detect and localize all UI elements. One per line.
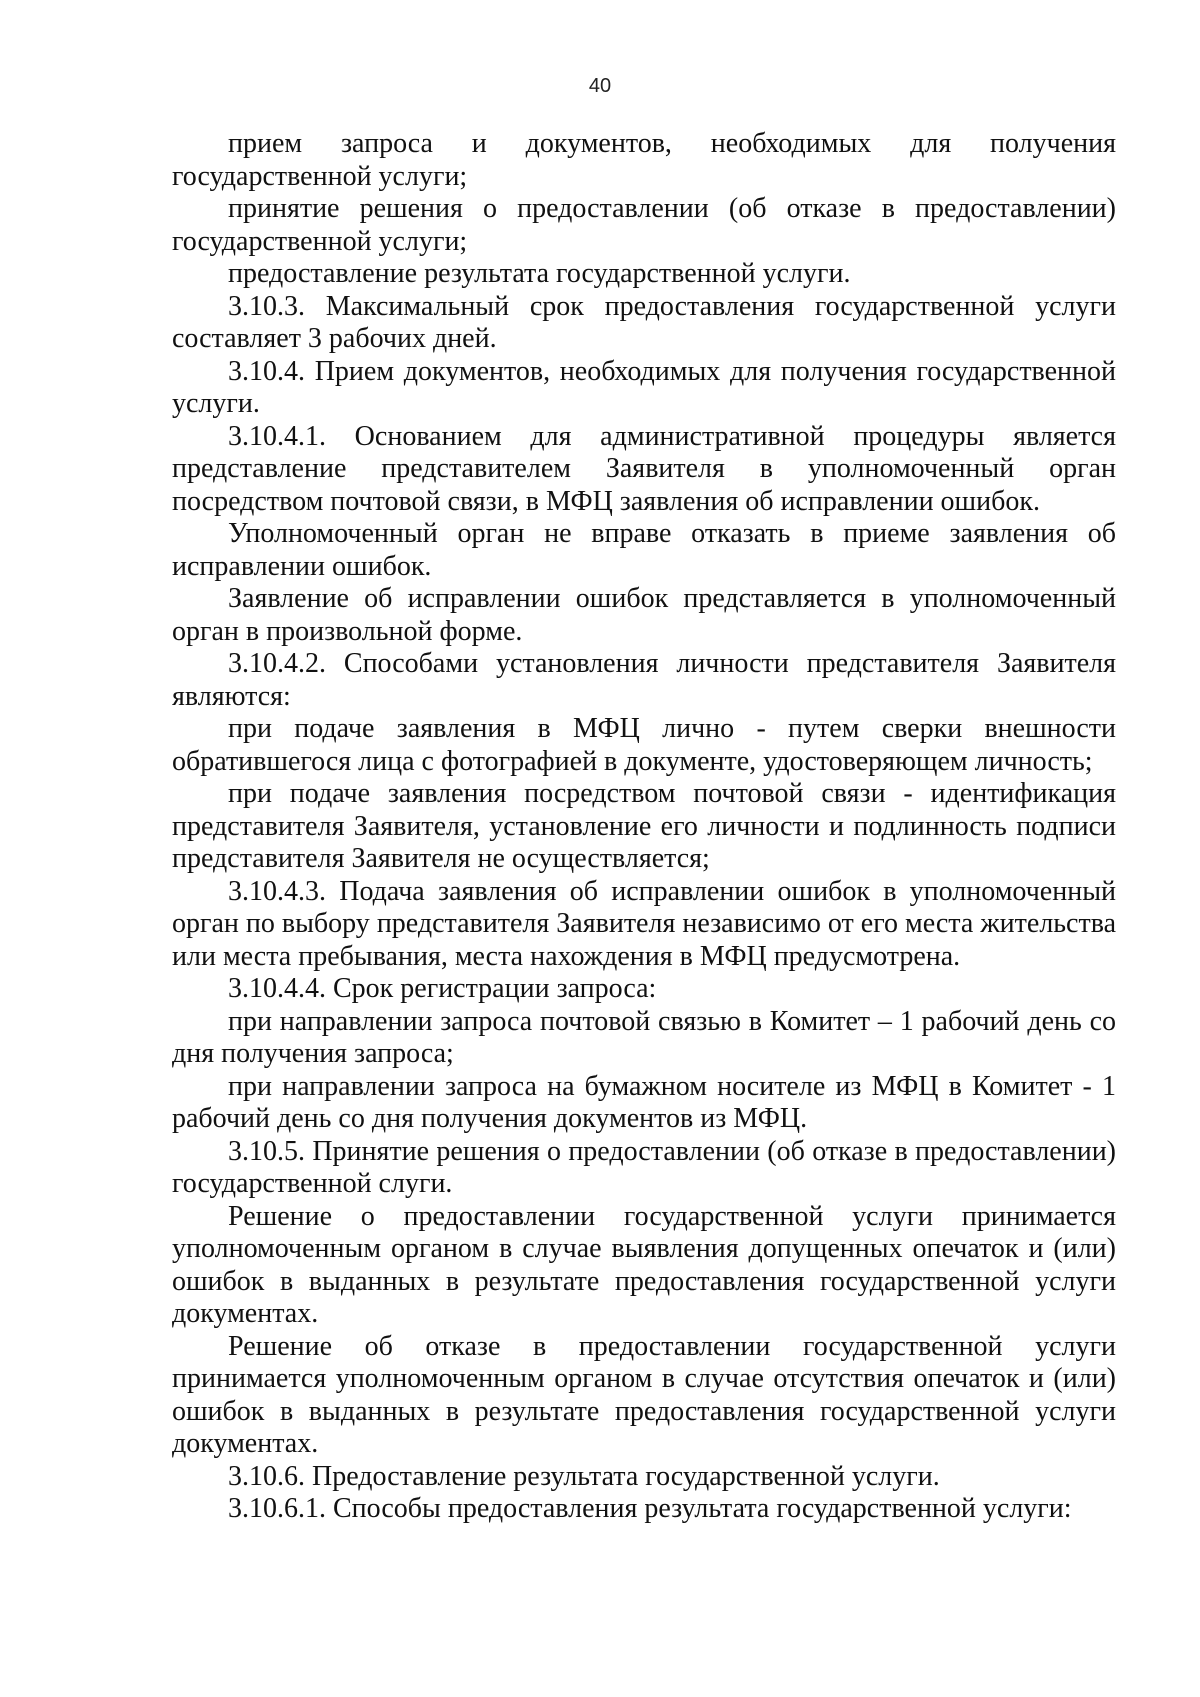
page-number: 40 <box>588 75 612 97</box>
paragraph: 3.10.6. Предоставление результата государственной услуги. <box>228 1460 940 1492</box>
paragraph: Уполномоченный орган не вправе отказать в приеме заявления об исправлении ошибок. <box>172 518 1116 582</box>
document-body <box>172 128 1116 1526</box>
paragraph: при подаче заявления посредством почтовой связи - идентификация представителя Заявителя, установление его личности и подлинность подписи представителя Заявителя не осуществляется; <box>172 778 1116 874</box>
paragraph: прием запроса и документов, необходимых для получения государственной услуги; <box>172 128 1116 192</box>
paragraph: 3.10.3. Максимальный срок предоставления государственной услуги составляет 3 рабочих дней. <box>172 290 1116 354</box>
paragraph: принятие решения о предоставлении (об отказе в предоставлении) государственной услуги; <box>172 193 1116 257</box>
paragraph: при подаче заявления в МФЦ лично - путем сверки внешности обратившегося лица с фотографией в документе, удостоверяющем личность; <box>172 713 1116 777</box>
paragraph: 3.10.6.1. Способы предоставления результата государственной услуги: <box>228 1493 1072 1524</box>
paragraph: при направлении запроса почтовой связью в Комитет – 1 рабочий день со дня получения запроса; <box>172 1005 1116 1069</box>
paragraph: предоставление результата государственной услуги. <box>228 258 851 289</box>
paragraph: 3.10.5. Принятие решения о предоставлении (об отказе в предоставлении) государственной слуги. <box>172 1135 1116 1199</box>
paragraph: 3.10.4.2. Способами установления личности представителя Заявителя являются: <box>172 648 1116 712</box>
paragraph: 3.10.4.1. Основанием для административной процедуры является представление представителем Заявителя в уполномоченный орган посредством почтовой связи, в МФЦ заявления об исправлении ошибок. <box>172 420 1116 517</box>
paragraph: 3.10.4. Прием документов, необходимых для получения государственной услуги. <box>172 355 1116 419</box>
paragraph: при направлении запроса на бумажном носителе из МФЦ в Комитет - 1 рабочий день со дня получения документов из МФЦ. <box>172 1070 1116 1134</box>
paragraph: Заявление об исправлении ошибок представляется в уполномоченный орган в произвольной форме. <box>172 583 1116 647</box>
paragraph: 3.10.4.4. Срок регистрации запроса: <box>228 973 657 1004</box>
paragraph: Решение об отказе в предоставлении государственной услуги принимается уполномоченным органом в случае отсутствия опечаток и (или) ошибок в выданных в результате предоставления государственной услуги документах. <box>172 1330 1116 1459</box>
paragraph: 3.10.4.3. Подача заявления об исправлении ошибок в уполномоченный орган по выбору представителя Заявителя независимо от его места жительства или места пребывания, места нахождения в МФЦ предусмотрена. <box>172 875 1116 972</box>
paragraph: Решение о предоставлении государственной услуги принимается уполномоченным органом в случае выявления допущенных опечаток и (или) ошибок в выданных в результате предоставления государственной услуги документах. <box>172 1200 1116 1329</box>
